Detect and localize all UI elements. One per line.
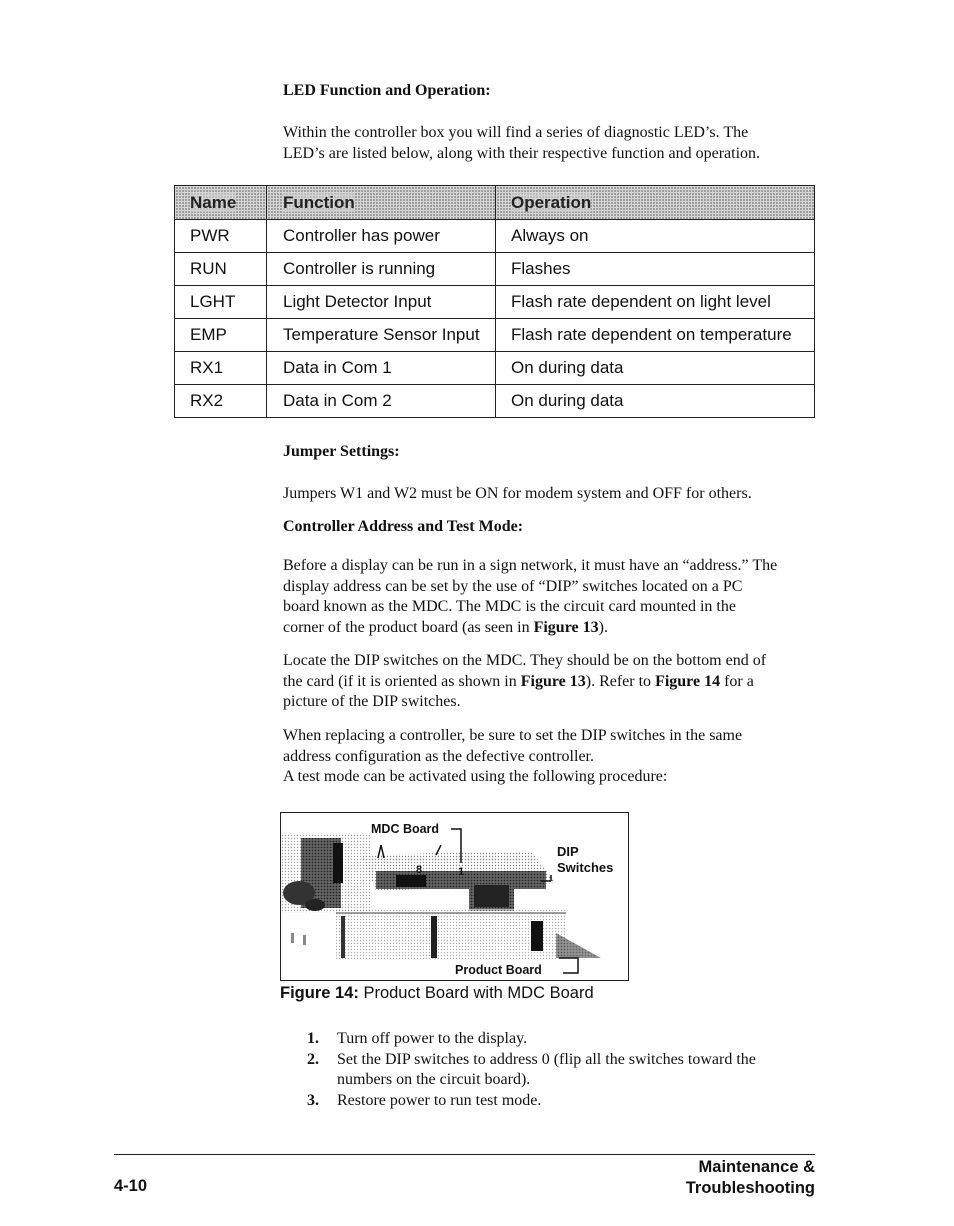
cell-function: Controller is running — [267, 253, 496, 286]
cell-function: Light Detector Input — [267, 286, 496, 319]
address-paragraph-1 — [283, 556, 843, 638]
step-text: Turn off power to the display. — [337, 1030, 528, 1047]
address-p1-line-4 — [283, 618, 843, 639]
address-p1-line-1: Before a display can be run in a sign network, it must have an “address.” The — [283, 557, 778, 574]
figure-caption — [280, 984, 594, 1003]
address-p3-line-1: When replacing a controller, be sure to set the DIP switches in the same — [283, 727, 743, 744]
cell-name: PWR — [175, 220, 267, 253]
step-number: 3. — [307, 1091, 319, 1109]
page-number: 4-10 — [114, 1177, 148, 1195]
table-row — [175, 352, 815, 385]
figure-caption-ref: Figure 14: — [280, 984, 359, 1002]
product-board-photo — [281, 813, 628, 980]
table-row — [175, 286, 815, 319]
led-intro-line-2: LED’s are listed below, along with their respective function and operation. — [283, 144, 761, 162]
address-p3-line-2: address configuration as the defective controller. — [283, 747, 594, 765]
footer-section-line-2: Troubleshooting — [685, 1178, 815, 1197]
figure-product-board — [280, 812, 629, 981]
footer-section-line-1: Maintenance & — [698, 1158, 815, 1176]
figure-reference: Figure 14 — [655, 672, 721, 690]
text-run: ). — [598, 618, 608, 636]
cell-function: Data in Com 1 — [267, 352, 496, 385]
test-mode-steps — [307, 1029, 807, 1111]
header-function: Function — [267, 186, 496, 220]
label-dip-line-1: DIP — [557, 844, 579, 859]
header-operation: Operation — [496, 186, 815, 220]
dip-mark-1: 1 — [458, 866, 465, 878]
address-p2-line-3: picture of the DIP switches. — [283, 693, 461, 710]
led-section-heading: LED Function and Operation: — [283, 82, 491, 99]
text-run: ). Refer to — [585, 672, 656, 690]
cell-operation: On during data — [496, 352, 815, 385]
cell-operation: On during data — [496, 385, 815, 418]
header-name: Name — [175, 186, 267, 220]
figure-caption-text: Product Board with MDC Board — [358, 984, 594, 1002]
cell-function: Data in Com 2 — [267, 385, 496, 418]
led-intro-line-1: Within the controller box you will find a series of diagnostic LED’s. The — [283, 124, 749, 141]
text-run: for a — [720, 672, 754, 690]
address-paragraph-3 — [283, 726, 843, 788]
cell-name: LGHT — [175, 286, 267, 319]
address-p3-line-3: A test mode can be activated using the following procedure: — [283, 768, 668, 785]
cell-operation: Flash rate dependent on light level — [496, 286, 815, 319]
list-item — [307, 1050, 807, 1091]
led-table-header-row — [175, 186, 815, 220]
cell-function: Controller has power — [267, 220, 496, 253]
table-row — [175, 253, 815, 286]
figure-reference: Figure 13 — [533, 618, 599, 636]
footer-rule — [114, 1154, 815, 1155]
cell-operation: Always on — [496, 220, 815, 253]
cell-name: EMP — [175, 319, 267, 352]
table-row — [175, 319, 815, 352]
footer-section-title — [686, 1157, 815, 1198]
address-p2-line-1: Locate the DIP switches on the MDC. They should be on the bottom end of — [283, 652, 767, 669]
jumper-text: Jumpers W1 and W2 must be ON for modem system and OFF for others. — [283, 485, 752, 502]
figure-reference: Figure 13 — [520, 672, 586, 690]
label-product-board: Product Board — [455, 963, 542, 977]
cell-function: Temperature Sensor Input — [267, 319, 496, 352]
text-run: corner of the product board (as seen in — [283, 618, 534, 636]
jumper-heading: Jumper Settings: — [283, 443, 400, 460]
step-number: 2. — [307, 1050, 319, 1068]
table-row — [175, 220, 815, 253]
led-table — [174, 185, 815, 418]
text-run: the card (if it is oriented as shown in — [283, 672, 521, 690]
step-number: 1. — [307, 1030, 319, 1047]
table-row — [175, 385, 815, 418]
address-paragraph-2 — [283, 651, 843, 713]
address-p2-line-2 — [283, 672, 843, 693]
dip-mark-8: 8 — [416, 864, 423, 876]
list-item — [307, 1091, 807, 1112]
address-p1-line-3: board known as the MDC. The MDC is the circuit card mounted in the — [283, 598, 736, 615]
cell-name: RX2 — [175, 385, 267, 418]
cell-name: RUN — [175, 253, 267, 286]
led-intro — [283, 123, 843, 164]
step-text: Restore power to run test mode. — [337, 1091, 542, 1109]
label-mdc-board: MDC Board — [371, 822, 440, 836]
address-p1-line-2: display address can be set by the use of “DIP” switches located on a PC — [283, 577, 743, 595]
cell-operation: Flash rate dependent on temperature — [496, 319, 815, 352]
cell-name: RX1 — [175, 352, 267, 385]
label-dip-line-2: Switches — [557, 860, 614, 875]
address-heading: Controller Address and Test Mode: — [283, 518, 524, 535]
step-text: Set the DIP switches to address 0 (flip all the switches toward the numbers on the circuit board). — [337, 1050, 756, 1088]
list-item — [307, 1029, 807, 1050]
cell-operation: Flashes — [496, 253, 815, 286]
label-dip-switches — [557, 844, 613, 876]
